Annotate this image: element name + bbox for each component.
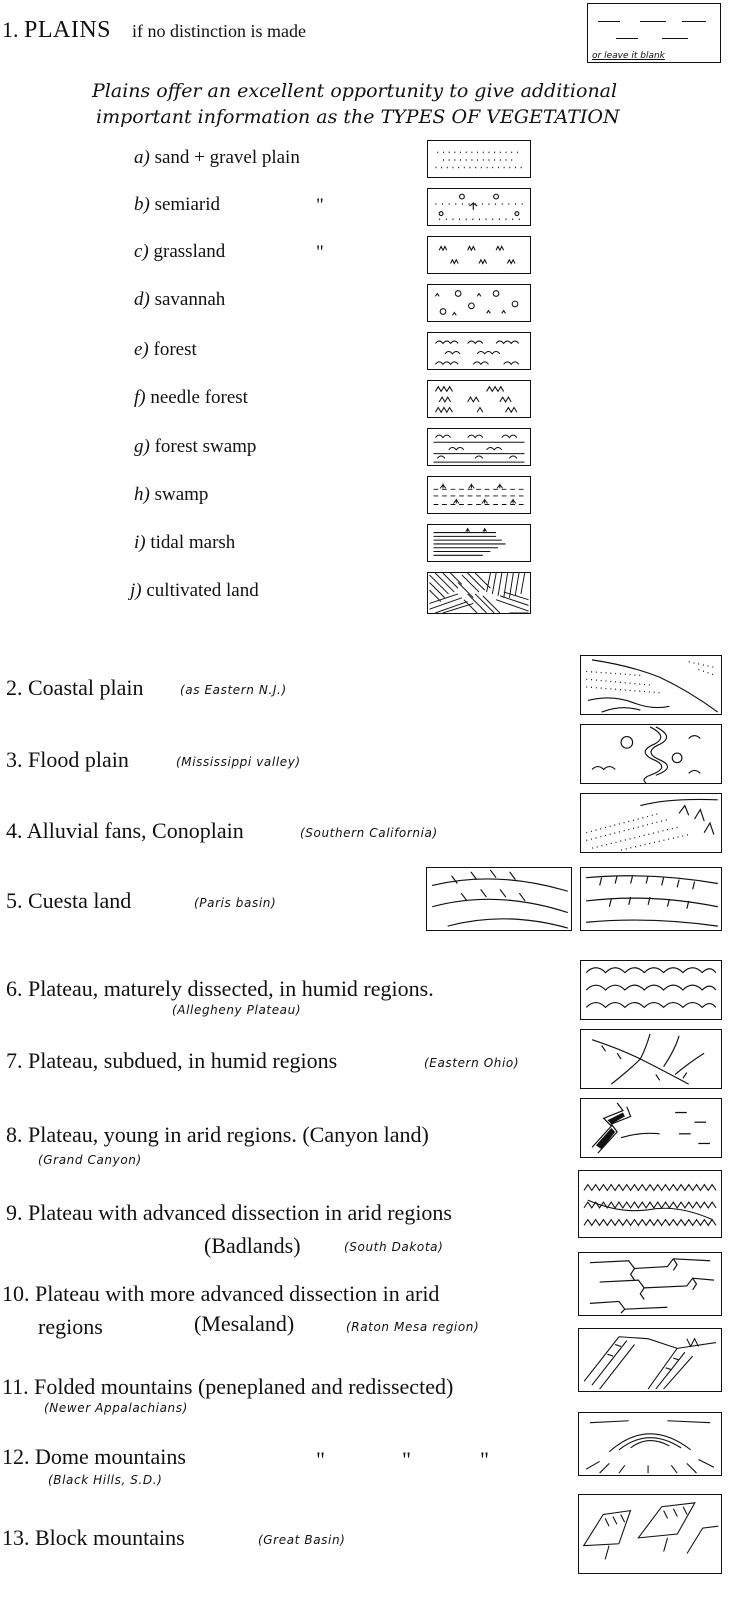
veg-item xyxy=(134,485,208,504)
landform-note: (as Eastern N.J.) xyxy=(180,683,287,697)
landform-note: (Paris basin) xyxy=(194,896,277,910)
veg-letter: c) xyxy=(134,241,149,262)
veg-label: sand + gravel plain xyxy=(154,147,300,168)
cuesta-sketch-2 xyxy=(580,867,722,931)
veg-item xyxy=(134,437,256,456)
veg-letter: g) xyxy=(134,436,150,457)
veg-symbol-semiarid xyxy=(427,188,531,226)
veg-letter: e) xyxy=(134,339,149,360)
veg-symbol-swamp xyxy=(427,476,531,514)
plateau-subdued-sketch xyxy=(580,1029,722,1089)
cuesta-sketch-1 xyxy=(426,867,572,931)
veg-letter: a) xyxy=(134,147,150,168)
veg-letter: i) xyxy=(134,532,146,553)
veg-label: grassland xyxy=(153,241,226,262)
landform-label: 7. Plateau, subdued, in humid regions xyxy=(6,1048,338,1073)
veg-symbol-cultivated-land xyxy=(427,572,531,614)
veg-letter: j) xyxy=(130,580,142,601)
plains-number: 1. xyxy=(2,17,19,42)
blank-note: or leave it blank xyxy=(592,51,665,61)
landform-note: (Raton Mesa region) xyxy=(346,1320,480,1334)
veg-symbol-forest-swamp xyxy=(427,428,531,466)
landform-note: (Southern California) xyxy=(300,826,438,840)
veg-symbol-needle-forest xyxy=(427,380,531,418)
veg-label: swamp xyxy=(154,484,209,505)
veg-label: semiarid xyxy=(154,194,221,215)
landform-ditto: " xyxy=(316,1447,325,1472)
veg-label: needle forest xyxy=(150,387,248,408)
veg-ditto: " xyxy=(316,195,324,216)
landform-note: (South Dakota) xyxy=(344,1240,444,1254)
landform-label-2: (Badlands) xyxy=(204,1233,301,1258)
landform-label: 2. Coastal plain xyxy=(6,675,144,700)
landform-note: (Allegheny Plateau) xyxy=(172,1003,302,1017)
landform-label: 12. Dome mountains xyxy=(2,1444,186,1469)
veg-symbol-grassland xyxy=(427,236,531,274)
veg-item xyxy=(134,388,248,407)
veg-label: forest xyxy=(153,339,197,360)
plains-symbol-box xyxy=(587,3,721,63)
landform-label-2a: regions xyxy=(38,1314,103,1339)
dome-mountains-sketch xyxy=(578,1412,722,1476)
plateau-young-sketch xyxy=(580,1098,722,1158)
veg-symbol-forest xyxy=(427,332,531,370)
flood-plain-sketch xyxy=(580,724,722,784)
veg-item xyxy=(134,242,225,261)
landform-note: (Grand Canyon) xyxy=(38,1153,142,1167)
veg-symbol-tidal-marsh xyxy=(427,524,531,562)
coastal-plain-sketch xyxy=(580,655,722,715)
landform-label: 4. Alluvial fans, Conoplain xyxy=(6,818,244,843)
landform-label: 6. Plateau, maturely dissected, in humid regions. xyxy=(6,976,434,1001)
mesaland-sketch xyxy=(578,1252,722,1316)
badlands-sketch xyxy=(578,1170,722,1238)
plateau-mature-sketch xyxy=(580,960,722,1020)
landform-note: (Newer Appalachians) xyxy=(44,1401,188,1415)
landform-note: (Great Basin) xyxy=(258,1533,346,1547)
landform-label: 5. Cuesta land xyxy=(6,888,132,913)
veg-item xyxy=(134,340,197,359)
veg-item xyxy=(134,195,220,214)
veg-item xyxy=(134,290,225,309)
landform-label-2b: (Mesaland) xyxy=(194,1311,295,1336)
landform-note: (Eastern Ohio) xyxy=(424,1056,520,1070)
veg-label: savannah xyxy=(154,289,226,310)
plains-heading xyxy=(2,18,111,42)
landform-ditto: " xyxy=(402,1447,411,1472)
veg-item xyxy=(134,533,235,552)
veg-item xyxy=(134,148,300,167)
folded-mountains-sketch xyxy=(578,1328,722,1392)
intro-line-1: Plains offer an excellent opportunity to give additional xyxy=(92,80,618,102)
landform-ditto: " xyxy=(480,1447,489,1472)
landform-label: 13. Block mountains xyxy=(2,1525,185,1550)
landform-note: (Black Hills, S.D.) xyxy=(48,1473,163,1487)
veg-letter: h) xyxy=(134,484,150,505)
veg-label: tidal marsh xyxy=(150,532,236,553)
landform-label: 8. Plateau, young in arid regions. (Canyon land) xyxy=(6,1122,429,1147)
veg-letter: f) xyxy=(134,387,146,408)
plains-title: PLAINS xyxy=(24,17,112,43)
landform-label: 11. Folded mountains (peneplaned and redissected) xyxy=(2,1374,454,1399)
alluvial-fans-sketch xyxy=(580,793,722,853)
landform-label: 9. Plateau with advanced dissection in arid regions xyxy=(6,1200,452,1225)
landform-label: 3. Flood plain xyxy=(6,747,129,772)
landform-label: 10. Plateau with more advanced dissection in arid xyxy=(2,1281,440,1306)
veg-item xyxy=(130,581,259,600)
veg-letter: d) xyxy=(134,289,150,310)
block-mountains-sketch xyxy=(578,1494,722,1574)
veg-ditto: " xyxy=(316,242,324,263)
veg-letter: b) xyxy=(134,194,150,215)
veg-label: cultivated land xyxy=(146,580,259,601)
intro-line-2: important information as the TYPES OF VEGETATION xyxy=(96,106,620,128)
veg-symbol-sand-gravel xyxy=(427,140,531,178)
plains-subtitle: if no distinction is made xyxy=(132,21,306,41)
veg-label: forest swamp xyxy=(154,436,257,457)
veg-symbol-savannah xyxy=(427,284,531,322)
landform-note: (Mississippi valley) xyxy=(176,755,301,769)
